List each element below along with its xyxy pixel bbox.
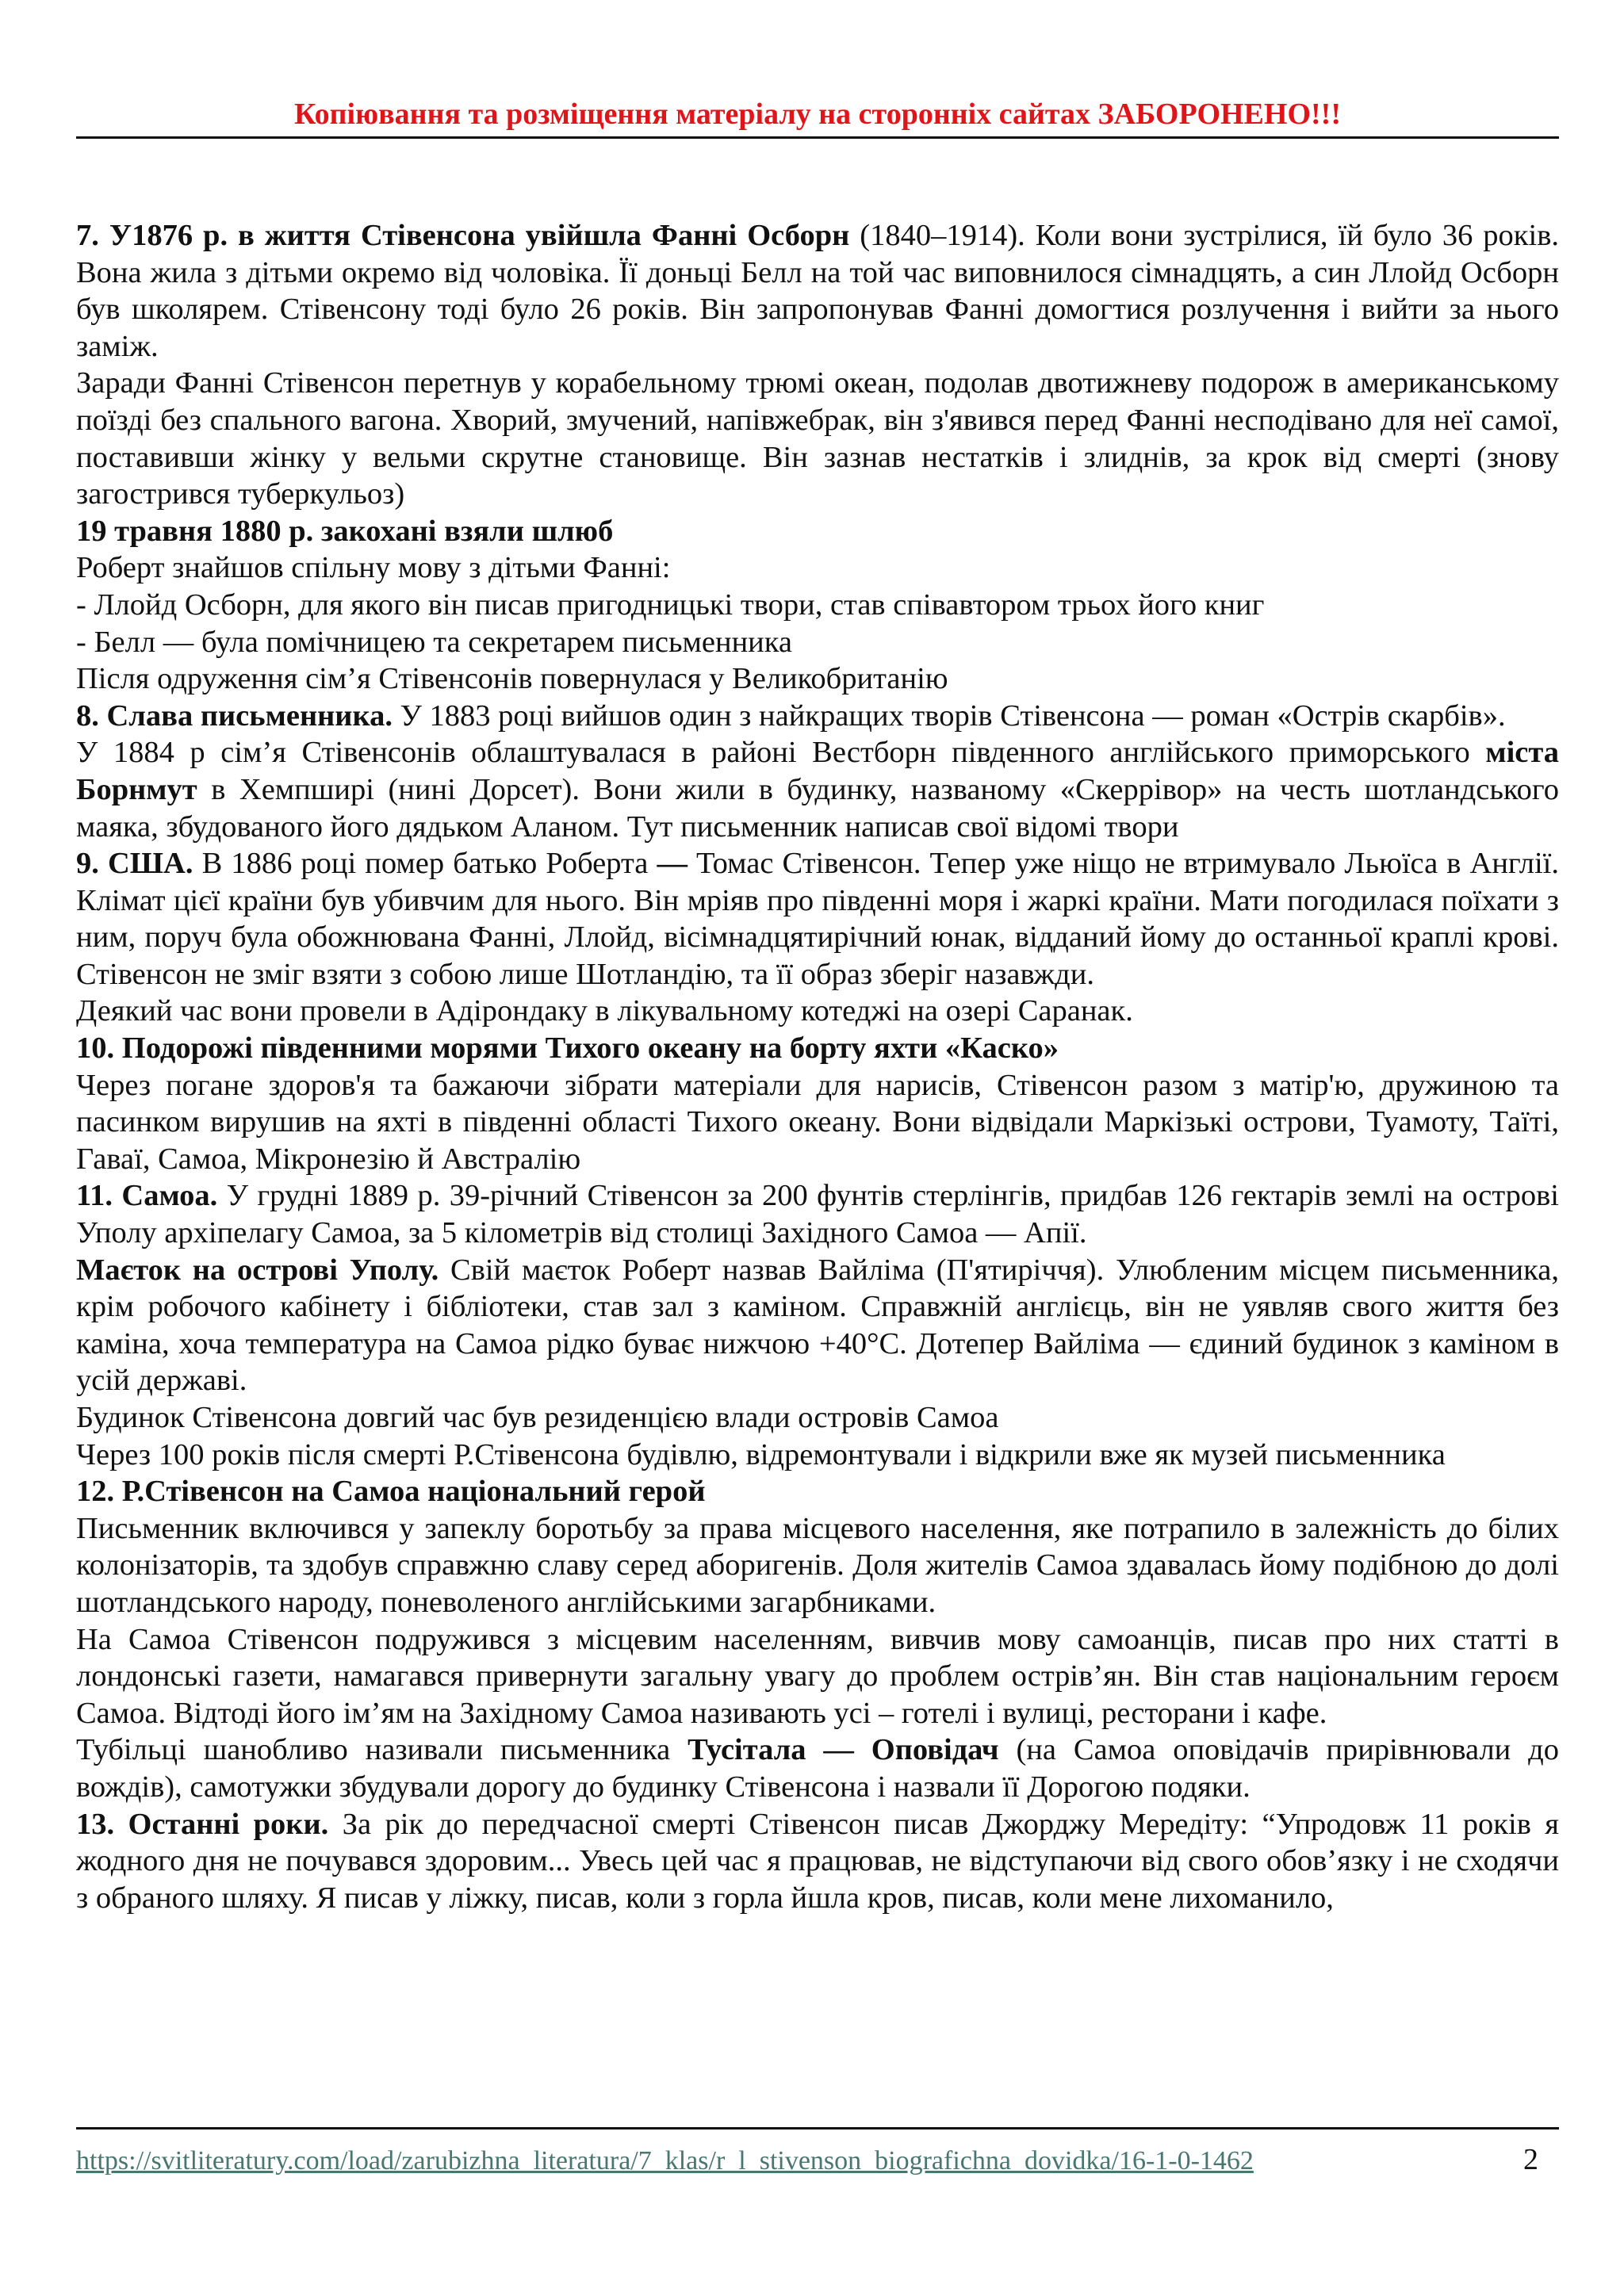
paragraph: [76, 1399, 1559, 1437]
bold-text: 8. Слава письменника.: [76, 698, 393, 733]
body-text: Будинок Стівенсона довгий час був резиденцією влади островів Самоа: [76, 1401, 999, 1434]
paragraph: [76, 624, 1559, 661]
body-text: У 1883 році вийшов один з найкращих творів Стівенсона — роман «Острів скарбів».: [392, 698, 1506, 733]
bold-text: 13. Останні роки.: [76, 1807, 329, 1841]
paragraph: [76, 993, 1559, 1030]
body-text: Роберт знайшов спільну мову з дітьми Фанні:: [76, 551, 671, 585]
bold-text: 19 травня 1880 р. закохані взяли шлюб: [76, 514, 614, 548]
bold-text: 10. Подорожі південними морями Тихого океану на борту яхти «Каско»: [76, 1031, 1059, 1066]
bold-text: 7. У1876 р. в життя Стівенсона увійшла Фанні Осборн: [76, 219, 850, 252]
body-text: Письменник включився у запеклу боротьбу за права місцевого населення, яке потрапило в залежність до білих колонізаторів, та здобув справжню славу серед аборигенів. Доля жителів Самоа здавалась йому подібною до долі шотландського народу, поневоленого англійськими загарбниками.: [76, 1511, 1559, 1619]
paragraph: [76, 217, 1559, 365]
body-text: В 1886 році помер батько Роберта: [193, 847, 657, 881]
body-text: - Ллойд Осборн, для якого він писав пригодницькі твори, став співавтором трьох його книг: [76, 587, 1265, 622]
paragraph: [76, 1030, 1559, 1067]
copyright-notice: Копіювання та розміщення матеріалу на сторонніх сайтах ЗАБОРОНЕНО!!!: [294, 98, 1341, 131]
body-text: (1840–1914). Коли вони зустрілися, їй було 36 років. Вона жила з дітьми окремо від чоловіка. Її доньці Белл на той час виповнилося сімнадцять, а син Ллойд Осборн був школярем. Стівенсону тоді було 26 років. Він запропонував Фанні домогтися розлучення і вийти за нього заміж.: [76, 219, 1560, 363]
paragraph: [76, 587, 1559, 624]
footer-divider: [76, 2127, 1559, 2130]
body-text: У грудні 1889 р. 39-річний Стівенсон за 200 фунтів стерлінгів, придбав 126 гектарів землі на острові Уполу архіпелагу Самоа, за 5 кілометрів від столиці Західного Самоа — Апії.: [76, 1179, 1559, 1250]
paragraph: [76, 1437, 1559, 1474]
paragraph: [76, 660, 1559, 698]
body-text: За рік до передчасної смерті Стівенсон писав Джорджу Мередіту: “Упродовж 11 років я жодного дня не почувався здоровим... Увесь цей час я працював, не відступаючи від свого обов’язку і не сходячи з обраного шляху. Я писав у ліжку, писав, коли з горла йшла кров, писав, коли мене лихоманило,: [76, 1807, 1559, 1915]
bold-text: 11. Самоа.: [76, 1179, 218, 1213]
paragraph: [76, 1510, 1559, 1621]
paragraph: [76, 1067, 1559, 1178]
body-text: Після одруження сім’я Стівенсонів повернулася у Великобританію: [76, 662, 948, 696]
paragraph: [76, 365, 1559, 512]
bold-text: Маєток на острові Уполу.: [76, 1253, 439, 1287]
bold-text: міста Борнмут: [76, 736, 1559, 806]
body-text: Томас Стівенсон. Тепер уже ніщо не втримувало Льюїса в Англії. Клімат цієї країни був убивчим для нього. Він мріяв про південні моря і жаркі країни. Мати погодилася поїхати з ним, поруч була обожнювана Фанні, Ллойд, вісімнадцятирічний юнак, відданий йому до останньої краплі крові. Стівенсон не зміг взяти з собою лише Шотландію, та її образ зберіг назавжди.: [76, 847, 1559, 991]
body-text: Деякий час вони провели в Адірондаку в лікувальному котеджі на озері Саранак.: [76, 994, 1133, 1028]
paragraph: [76, 1732, 1559, 1805]
source-link[interactable]: https://svitliteratury.com/load/zarubizhna_literatura/7_klas/r_l_stivenson_biografichna_dovidka/16-1-0-1462: [76, 2146, 1254, 2175]
page-number: 2: [1523, 2143, 1538, 2176]
paragraph: [76, 1473, 1559, 1510]
paragraph: [76, 845, 1559, 993]
body-text: Свій маєток Роберт назвав Вайліма (П'ятиріччя). Улюбленим місцем письменника, крім робочого кабінету і бібліотеки, став зал з каміном. Справжній англієць, він не уявляв свого життя без каміна, хоча температура на Самоа рідко буває нижчою +40°C. Дотепер Вайліма — єдиний будинок з каміном в усій державі.: [76, 1253, 1559, 1398]
body-text: в Хемпширі (нині Дорсет). Вони жили в будинку, названому «Скеррівор» на честь шотландського маяка, збудованого його дядьком Аланом. Тут письменник написав свої відомі твори: [76, 772, 1559, 844]
paragraph: [76, 1806, 1559, 1917]
document-body: [76, 217, 1559, 1916]
bold-text: Тусітала — Оповідач: [688, 1733, 999, 1767]
body-text: - Белл — була помічницею та секретарем письменника: [76, 625, 792, 659]
bold-text: 9. США.: [76, 847, 193, 881]
paragraph: [76, 1252, 1559, 1399]
bold-text: 12. Р.Стівенсон на Самоа національний герой: [76, 1475, 706, 1509]
body-text: Через 100 років після смерті Р.Стівенсона будівлю, відремонтували і відкрили вже як музей письменника: [76, 1437, 1446, 1471]
body-text: Через погане здоров'я та бажаючи зібрати матеріали для нарисів, Стівенсон разом з матір'ю, дружиною та пасинком вирушив на яхті в південні області Тихого океану. Вони відвідали Маркізькі острови, Туамоту, Таїті, Гаваї, Самоа, Мікронезію й Австралію: [76, 1068, 1559, 1176]
paragraph: [76, 698, 1559, 735]
paragraph: [76, 734, 1559, 845]
body-text: Заради Фанні Стівенсон перетнув у корабельному трюмі океан, подолав двотижневу подорож в американському поїзді без спального вагона. Хворий, змучений, напівжебрак, він з'явився перед Фанні несподівано для неї самої, поставивши жінку у вельми скрутне становище. Він зазнав нестатків і злиднів, за крок від смерті (знову загострився туберкульоз): [76, 366, 1559, 511]
paragraph: [76, 549, 1559, 587]
paragraph: [76, 1621, 1559, 1732]
body-text: На Самоа Стівенсон подружився з місцевим населенням, вивчив мову самоанців, писав про них статті в лондонські газети, намагався привернути загальну увагу до проблем острів’ян. Він став національним героєм Самоа. Відтоді його ім’ям на Західному Самоа називають усі – готелі і вулиці, ресторани і кафе.: [76, 1622, 1559, 1730]
body-text: Тубільці шанобливо називали письменника: [76, 1733, 688, 1767]
header-divider: [76, 136, 1559, 139]
paragraph: [76, 1177, 1559, 1251]
body-text: У 1884 р сім’я Стівенсонів облаштувалася в районі Вестборн південного англійського приморського: [76, 736, 1486, 770]
body-text: (на Самоа оповідачів прирівнювали до вождів), самотужки збудували дорогу до будинку Стівенсона і назвали її Дорогою подяки.: [76, 1733, 1559, 1804]
bold-text: —: [657, 847, 688, 881]
paragraph: [76, 513, 1559, 550]
